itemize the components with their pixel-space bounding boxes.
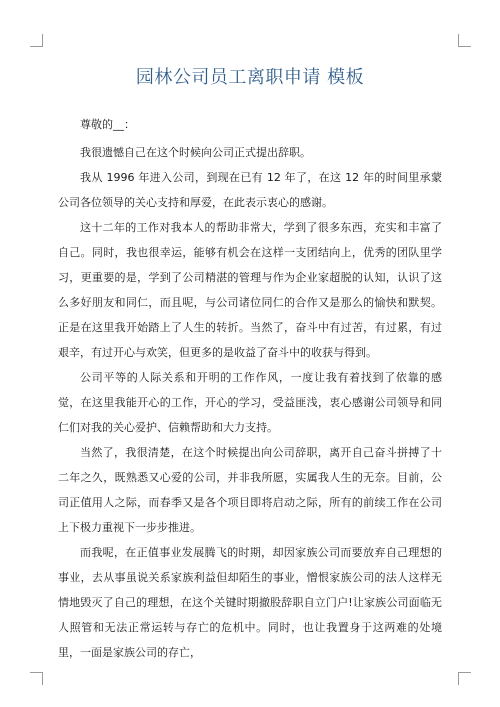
paragraph-2: 我从 1996 年进入公司，到现在已有 12 年了，在这 12 年的时间里承蒙公司各位领导的关心支持和厚爱，在此表示衷心的感谢。 (58, 171, 442, 209)
document-body (58, 112, 442, 665)
crop-mark-top-left (30, 34, 43, 47)
paragraph-5: 当然了，我很清楚，在这个时候提出向公司辞职，离开自己奋斗拼搏了十二年之久，既熟悉又心爱的公司，并非我所愿，实属我人生的无奈。目前，公司正值用人之际，而春季又是各个项目即将启动之际，所有的前续工作在公司上下极力重视下一步步推进。 (58, 446, 442, 534)
paragraph-4: 公司平等的人际关系和开明的工作作风，一度让我有着找到了依靠的感觉，在这里我能开心的工作，开心的学习，受益匪浅，衷心感谢公司领导和同仁们对我的关心爱护、信赖帮助和大力支持。 (58, 371, 442, 434)
paragraph-3: 这十二年的工作对我本人的帮助非常大，学到了很多东西，充实和丰富了自己。同时，我也很幸运，能够有机会在这样一支团结向上，优秀的团队里学习，更重要的是，学到了公司精湛的管理与作为企业家超脱的认知，认识了这么多好朋友和同仁，而且呢，与公司诸位同仁的合作又是那么的愉快和默契。正是在这里我开始踏上了人生的转折。当然了，奋斗中有过苦，有过累，有过艰辛，有过开心与欢笑，但更多的是收益了奋斗中的收获与得到。 (58, 221, 442, 359)
crop-mark-bottom-left (30, 672, 43, 685)
salutation: 尊敬的__： (80, 118, 135, 131)
crop-mark-top-right (458, 34, 471, 47)
document-title: 园林公司员工离职申请 模板 (135, 67, 365, 88)
paragraph-1: 我很遗憾自己在这个时候向公司正式提出辞职。 (80, 146, 311, 159)
crop-mark-bottom-right (458, 672, 471, 685)
paragraph-6: 而我呢，在正值事业发展腾飞的时期，却因家族公司而要放弃自己理想的事业，去从事虽说关系家族利益但却陌生的事业，憎恨家族公司的法人这样无情地毁灭了自己的理想，在这个关键时期撤股辞职自立门户!让家族公司面临无人照管和无法正常运转与存亡的危机中。同时，也让我置身于这两难的处境里，一面是家族公司的存亡， (58, 546, 442, 659)
